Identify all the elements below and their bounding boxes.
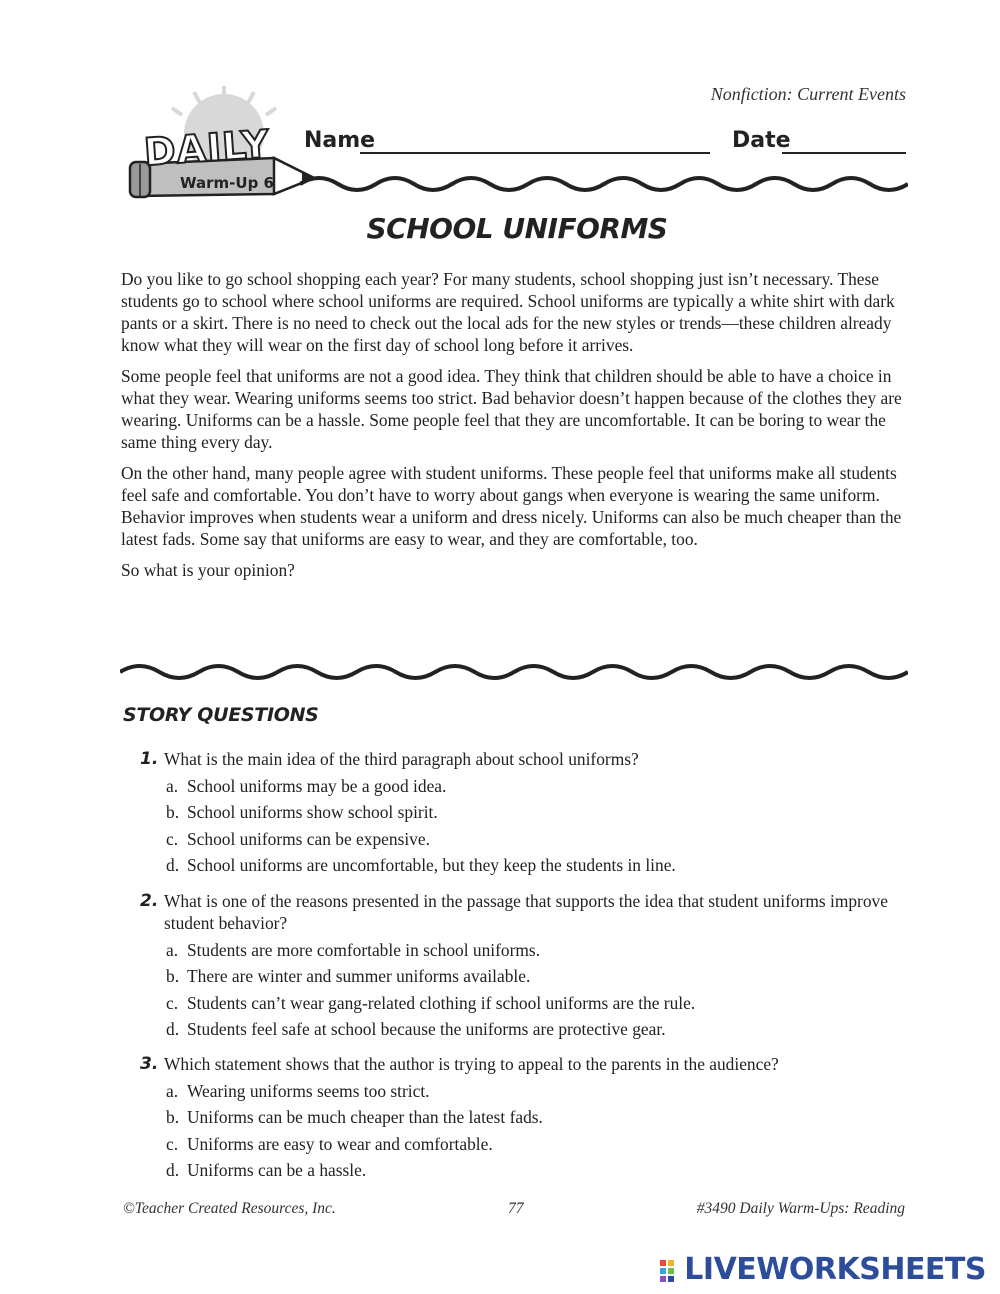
option-text: There are winter and summer uniforms available.: [187, 966, 531, 986]
option-letter: b.: [166, 1107, 180, 1127]
option-letter: a.: [166, 775, 179, 796]
option-text: Students are more comfortable in school uniforms.: [187, 939, 541, 960]
answer-option[interactable]: [166, 992, 910, 1014]
option-letter: c.: [166, 828, 179, 849]
question-2: [140, 890, 910, 1040]
answer-option[interactable]: [166, 775, 910, 797]
option-letter: d.: [166, 1160, 180, 1180]
passage-paragraph: Some people feel that uniforms are not a good idea. They think that children should be able to have a choice in what they wear. Wearing uniforms seems too strict. Bad behavior doesn’t happen because of the clothes they are wearing. Uniforms can be a hassle. Some people feel that they are uncomfortable. It can be boring to wear the same thing every day.: [121, 366, 902, 452]
question-text: What is one of the reasons presented in the passage that supports the idea that student uniforms improve student behavior?: [164, 891, 888, 933]
logo-word: DAILY: [142, 121, 272, 175]
question-text: What is the main idea of the third paragraph about school uniforms?: [164, 749, 639, 769]
header-wave-divider: [300, 170, 908, 194]
answer-option[interactable]: [166, 1106, 910, 1128]
answer-option[interactable]: [166, 1133, 910, 1155]
book-title: #3490 Daily Warm-Ups: Reading: [696, 1200, 905, 1217]
option-text: School uniforms are uncomfortable, but they keep the students in line.: [187, 855, 676, 875]
date-label: Date: [732, 128, 791, 153]
page-number: 77: [508, 1200, 524, 1217]
answer-option[interactable]: [166, 1159, 910, 1181]
question-number: 1.: [140, 749, 159, 769]
option-letter: b.: [166, 966, 180, 986]
passage-paragraph: So what is your opinion?: [121, 560, 295, 580]
page-title: SCHOOL UNIFORMS: [366, 212, 668, 245]
option-text: Uniforms can be much cheaper than the latest fads.: [187, 1107, 543, 1127]
option-text: School uniforms show school spirit.: [187, 802, 438, 822]
liveworksheets-blocks-icon: [660, 1260, 682, 1282]
section-wave-divider: [120, 658, 908, 684]
question-3: [140, 1053, 910, 1181]
option-text: Students feel safe at school because the uniforms are protective gear.: [187, 1019, 666, 1039]
date-field[interactable]: [782, 130, 906, 154]
story-questions-heading: STORY QUESTIONS: [123, 704, 319, 726]
option-letter: b.: [166, 802, 180, 822]
name-label: Name: [304, 128, 376, 153]
option-text: Students can’t wear gang-related clothing if school uniforms are the rule.: [187, 992, 696, 1013]
answer-option[interactable]: [166, 965, 910, 987]
daily-warmup-logo: [124, 86, 324, 206]
answer-option[interactable]: [166, 828, 910, 850]
answer-option[interactable]: [166, 1018, 910, 1040]
option-letter: a.: [166, 939, 179, 960]
passage-paragraph: On the other hand, many people agree with student uniforms. These people feel that uniforms make all students feel safe and comfortable. You don’t have to worry about gangs when everyone is wearing the same uniform. Behavior improves when students wear a uniform and dress nicely. Uniforms can also be much cheaper than the latest fads. Some say that uniforms are easy to wear, and they are comfortable, too.: [121, 463, 902, 549]
name-field[interactable]: [360, 130, 710, 154]
answer-option[interactable]: [166, 801, 910, 823]
reading-passage: [121, 268, 907, 590]
option-letter: c.: [166, 1133, 179, 1154]
category-label: Nonfiction: Current Events: [710, 84, 906, 104]
option-letter: d.: [166, 1019, 180, 1039]
option-letter: c.: [166, 992, 179, 1013]
passage-paragraph: Do you like to go school shopping each year? For many students, school shopping just isn’t necessary. These students go to school where school uniforms are required. School uniforms are typically a white shirt with dark pants or a skirt. There is no need to check out the local ads for the new styles or trends—these children already know what they will wear on the first day of school long before it arrives.: [121, 269, 895, 355]
option-text: Wearing uniforms seems too strict.: [187, 1080, 430, 1101]
option-text: School uniforms can be expensive.: [187, 828, 430, 849]
option-text: School uniforms may be a good idea.: [187, 775, 447, 796]
question-number: 2.: [140, 891, 159, 911]
question-text: Which statement shows that the author is trying to appeal to the parents in the audience?: [164, 1054, 779, 1074]
option-letter: d.: [166, 855, 180, 875]
question-1: [140, 748, 910, 876]
option-letter: a.: [166, 1080, 179, 1101]
option-text: Uniforms are easy to wear and comfortable.: [187, 1133, 493, 1154]
option-text: Uniforms can be a hassle.: [187, 1160, 367, 1180]
liveworksheets-logo[interactable]: [660, 1252, 986, 1287]
brand-name: LIVEWORKSHEETS: [684, 1252, 986, 1287]
question-number: 3.: [140, 1054, 159, 1074]
copyright-text: ©Teacher Created Resources, Inc.: [123, 1200, 336, 1217]
warmup-number: Warm-Up 6: [180, 174, 274, 192]
answer-option[interactable]: [166, 1080, 910, 1102]
answer-option[interactable]: [166, 939, 910, 961]
answer-option[interactable]: [166, 854, 910, 876]
